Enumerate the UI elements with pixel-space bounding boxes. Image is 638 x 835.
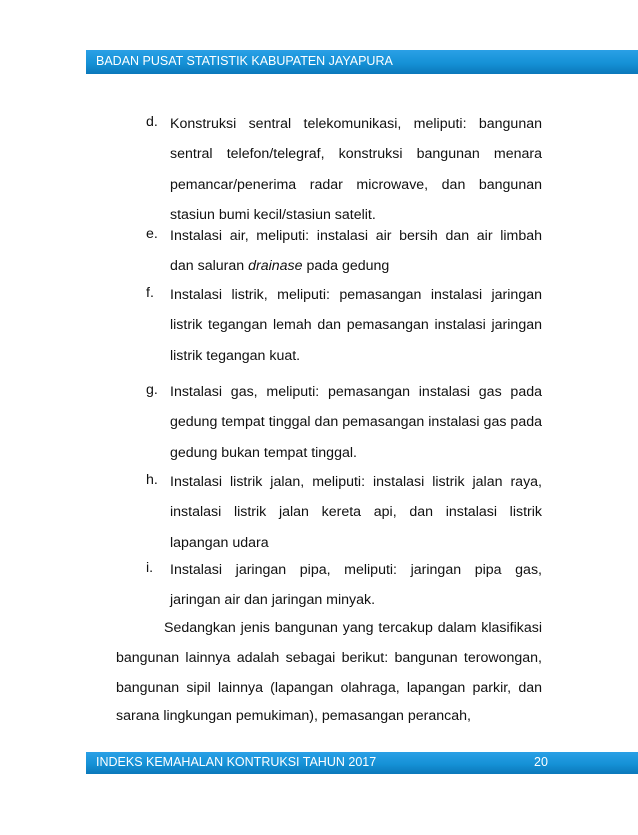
header-title: BADAN PUSAT STATISTIK KABUPATEN JAYAPURA — [96, 54, 393, 68]
list-line: stasiun bumi kecil/stasiun satelit. — [170, 207, 376, 223]
list-line: gedung bukan tempat tinggal. — [170, 445, 357, 461]
list-marker: d. — [146, 114, 158, 130]
paragraph-line: sarana lingkungan pemukiman), pemasangan perancah, — [116, 708, 471, 724]
list-line: Instalasi gas, meliputi: pemasangan instalasi gas pada — [170, 384, 542, 400]
list-marker: f. — [146, 285, 154, 301]
list-line: Konstruksi sentral telekomunikasi, meliputi: bangunan — [170, 116, 542, 132]
list-line: sentral telefon/telegraf, konstruksi bangunan menara — [170, 146, 542, 162]
paragraph-line: Sedangkan jenis bangunan yang tercakup dalam klasifikasi — [164, 620, 542, 636]
list-line-text: pada gedung — [302, 258, 390, 274]
list-line: instalasi listrik jalan kereta api, dan instalasi listrik — [170, 504, 542, 520]
list-line: Instalasi jaringan pipa, meliputi: jaringan pipa gas, — [170, 562, 542, 578]
paragraph-line: bangunan lainnya adalah sebagai berikut: bangunan terowongan, — [116, 650, 542, 666]
list-marker: g. — [146, 382, 158, 398]
list-line-italic: drainase — [248, 258, 303, 274]
list-line: jaringan air dan jaringan minyak. — [170, 592, 376, 608]
list-line: listrik tegangan lemah dan pemasangan instalasi jaringan — [170, 317, 542, 333]
paragraph-line: bangunan sipil lainnya (lapangan olahraga, lapangan parkir, dan — [116, 680, 542, 696]
header-band — [86, 50, 638, 74]
footer-band — [86, 752, 638, 774]
list-line: pemancar/penerima radar microwave, dan bangunan — [170, 177, 542, 193]
footer-title: INDEKS KEMAHALAN KONTRUKSI TAHUN 2017 — [96, 755, 377, 769]
list-line — [170, 256, 542, 276]
list-line: gedung tempat tinggal dan pemasangan instalasi gas pada — [170, 414, 542, 430]
list-line: Instalasi listrik jalan, meliputi: instalasi listrik jalan raya, — [170, 474, 542, 490]
list-marker: i. — [146, 560, 154, 576]
list-line-text: dan saluran — [170, 258, 249, 274]
list-line: listrik tegangan kuat. — [170, 348, 301, 364]
list-marker: e. — [146, 226, 158, 242]
list-marker: h. — [146, 472, 158, 488]
list-line: Instalasi air, meliputi: instalasi air bersih dan air limbah — [170, 228, 542, 244]
page-number: 20 — [534, 755, 548, 769]
list-line: Instalasi listrik, meliputi: pemasangan instalasi jaringan — [170, 287, 542, 303]
list-line: lapangan udara — [170, 535, 269, 551]
